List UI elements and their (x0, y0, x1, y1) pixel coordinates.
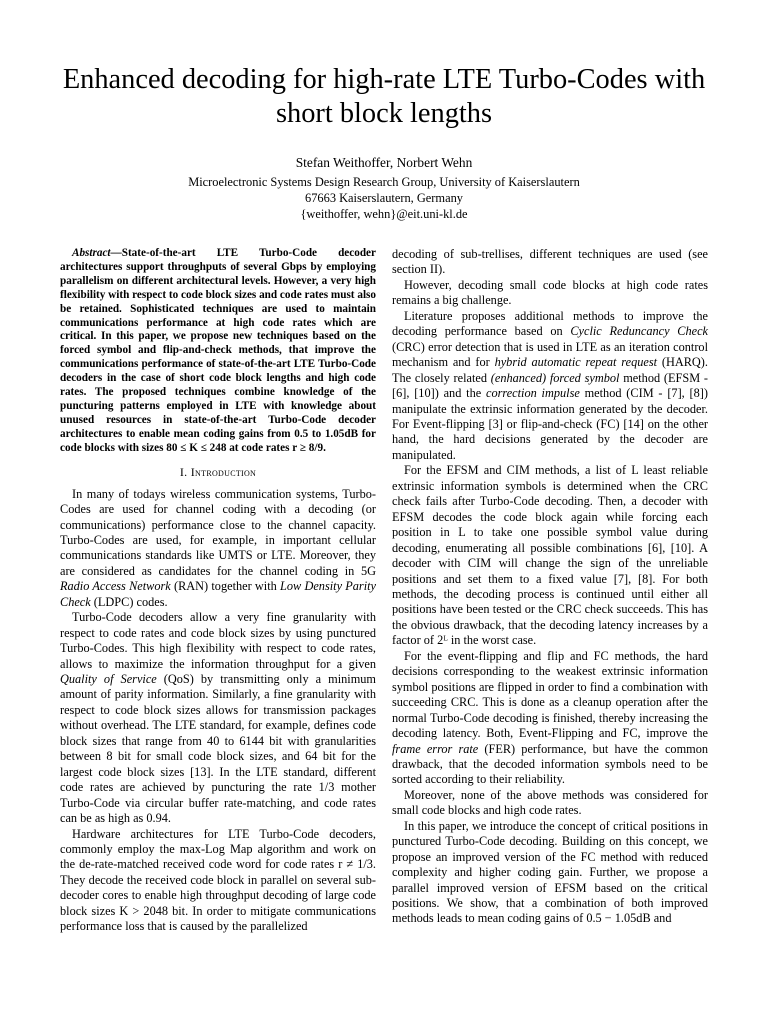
text-run: Turbo-Code decoders allow a very fine granularity with respect to code rates and code block sizes by using punctured Turbo-Codes. This high flexibility with respect to code rates, allows to maximize the information throughput for a given (60, 610, 376, 671)
abstract-lead: Abstract (72, 247, 111, 259)
authors: Stefan Weithoffer, Norbert Wehn (295, 155, 473, 170)
abstract (60, 247, 376, 456)
text-run: (QoS) by transmitting only a minimum amount of parity information. Similarly, a fine granularity with respect to code block sizes allows for transmission packages without overhead. The LTE standard, for example, defines code block sizes that range from 40 to 6144 bit with granularities between 8 bit for small code block sizes, and 64 bit for the largest code block sizes [13]. In the LTE standard, different code rates are achieved by puncturing the rate 1/3 mother Turbo-Code via circular buffer rate-matching, and code rates can be as high as 0.94. (60, 672, 376, 826)
right-paragraph-2: However, decoding small code blocks at high code rates remains a big challenge. (392, 277, 708, 308)
text-run: method (EFSM - [6], [10]) and the (392, 370, 709, 401)
affiliation-email: {weithoffer, wehn}@eit.uni-kl.de (300, 207, 468, 221)
right-paragraph-4: For the EFSM and CIM methods, a list of L least reliable extrinsic information symbols is determined when the CRC check fails after Turbo-Code decoding. Then, a decoder with EFSM decodes the code block again while forcing each position in L to take one possible symbol value during decoding, enumerating all possible combinations [6], [10]. A decoder with CIM will change the sign of the unreliable positions and set them to a fixed value [7], [8]. For both methods, the decoding process is continued until either all positions have been tested or the CRC check succeeds. This has the obvious drawback, that the decoding latency increases by a factor of 2ᴸ in the worst case. (392, 463, 708, 648)
right-paragraph-1: decoding of sub-trellises, different techniques are used (see section II). (392, 247, 708, 277)
text-run: (RAN) together with (170, 579, 281, 594)
left-column (60, 247, 376, 935)
right-paragraph-7: In this paper, we introduce the concept of critical positions in punctured Turbo-Code decoding. Building on this concept, we propose an improved version of the FC method with reduced complexity and higher coding gain. Further, we propose a parallel improved version of EFSM based on the critical positions. We show, that a combination of both improved methods leads to mean coding gains of 0.5 − 1.05dB and (392, 818, 708, 926)
text-run: (CRC) error detection that is used in LTE as an iteration control mechanism and for (392, 339, 708, 370)
text-run: (HARQ). The closely related (392, 355, 708, 385)
paper-title: Enhanced decoding for high-rate LTE Turbo-Codes with short block lengths (62, 64, 706, 129)
abstract-text: —State-of-the-art LTE Turbo-Code decoder architectures support throughputs of several Gbps by employing parallelism on different architectural levels. However, a very high flexibility with respect to code block sizes and code rates must also be retained. Sophisticated techniques are used to maintain communications performance at high code rates which are critical. In this paper, we propose new techniques based on the forced symbol and flip-and-check methods, that improve the communications performance of state-of-the-art LTE Turbo-Code decoders in the case of short code block lengths and high code rates. The proposed techniques combine knowledge of the puncturing patterns employed in LTE with knowledge about unused resources in state-of-the-art Turbo-Code decoder architectures to enable mean coding gains from 0.5 to 1.05dB for code blocks with sizes 80 ≤ K ≤ 248 at code rates r ≥ 8/9. (60, 247, 376, 454)
text-run: (LDPC) codes. (90, 594, 168, 609)
section-heading (60, 465, 376, 480)
text-run: Literature proposes additional methods to improve the decoding performance based on (392, 308, 708, 339)
term-fer: frame error rate (392, 741, 479, 756)
affiliation-institution: Microelectronic Systems Design Research Group, University of Kaiserslautern (188, 175, 580, 189)
right-paragraph-3 (392, 309, 708, 464)
term-crc: Cyclic Reduncancy Check (570, 324, 709, 339)
section-title: Introduction (190, 464, 257, 479)
text-run: (FER) performance, but have the common drawback, that the decoded information symbols need to be sorted according to their reliability. (392, 741, 709, 787)
text-run: method (CIM - [7], [8]) manipulate the extrinsic information generated by the decoder. For Event-flipping [3] or flip-and-check (FC) [14] on the other hand, the hard decisions generated by the decoder are manipulated. (392, 386, 708, 462)
term-ldpc: Low Density Parity Check (60, 579, 376, 609)
right-column (392, 247, 708, 927)
term-harq: hybrid automatic repeat request (494, 355, 658, 370)
term-qos: Quality of Service (60, 672, 157, 687)
affiliation-address: 67663 Kaiserslautern, Germany (305, 191, 463, 205)
right-paragraph-6: Moreover, none of the above methods was considered for small code blocks and high code rates. (392, 787, 708, 818)
term-ran: Radio Access Network (60, 579, 171, 594)
intro-paragraph-2 (60, 610, 376, 826)
intro-paragraph-3: Hardware architectures for LTE Turbo-Code decoders, commonly employ the max-Log Map algorithm and work on the de-rate-matched received code word for code rates r ≠ 1/3. They decode the received code block in parallel on several sub-decoder cores to enable high throughput decoding of large code block sizes K > 2048 bit. In order to mitigate communications performance loss that is caused by the parallelized (60, 826, 376, 934)
text-run: In many of todays wireless communication systems, Turbo-Codes are used for channel coding with a decoding (or communications) performance close to the channel capacity. Turbo-Codes are used, for example, in important cellular communications standards like UMTS or LTE. Moreover, they are considered as candidates for the channel coding in 5G (60, 486, 376, 578)
term-efsm: (enhanced) forced symbol (490, 370, 620, 385)
term-cim: correction impulse (485, 386, 580, 401)
text-run: For the event-flipping and flip and FC methods, the hard decisions corresponding to the weakest extrinsic information symbol positions are flipped in order to find a combination with succeeding CRC. This is done as a cleanup operation after the normal Turbo-Code decoding is finished, thereby increasing the decoding latency. Both, Event-Flipping and FC, improve the (392, 648, 708, 741)
intro-paragraph-1 (60, 487, 376, 611)
section-number: I. (179, 464, 188, 479)
right-paragraph-5 (392, 649, 708, 788)
